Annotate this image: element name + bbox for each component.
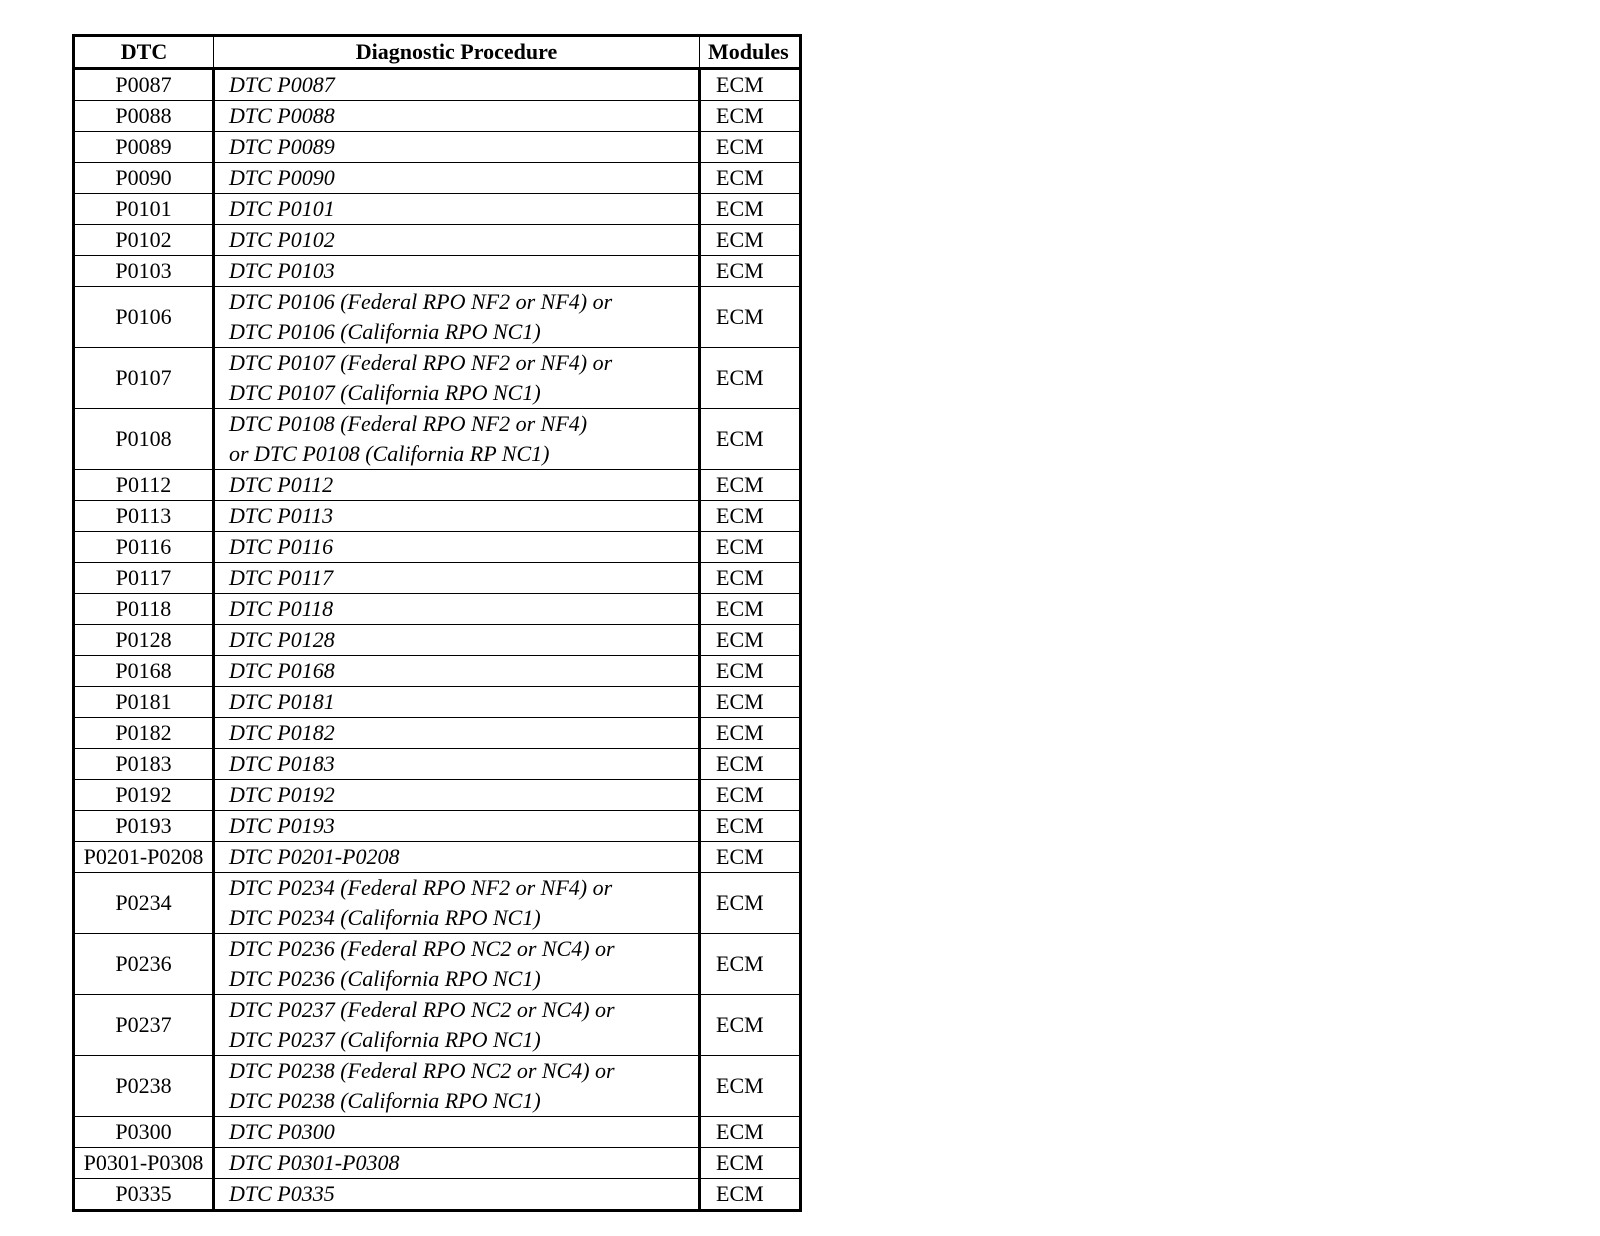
dtc-table [72,34,802,1212]
table-row [74,811,801,842]
diagnostic-procedure-cell [214,1148,700,1179]
diagnostic-procedure-cell [214,132,700,163]
procedure-link-text: DTC P0192 [229,782,335,807]
dtc-code-cell: P0117 [74,563,214,594]
table-row [74,656,801,687]
procedure-link-text: DTC P0103 [229,258,335,283]
dtc-code-cell: P0237 [74,995,214,1056]
procedure-link-text: DTC P0116 [229,534,334,559]
module-cell: ECM [700,594,801,625]
diagnostic-procedure-cell [214,470,700,501]
procedure-link-text: DTC P0238 (California RPO NC1) [229,1088,541,1113]
procedure-link-text: DTC P0234 (Federal RPO NF2 or NF4) or [229,875,613,900]
module-cell: ECM [700,163,801,194]
diagnostic-procedure-cell [214,995,700,1056]
diagnostic-procedure-cell [214,501,700,532]
procedure-link-text: DTC P0181 [229,689,335,714]
procedure-link-text: DTC P0107 (Federal RPO NF2 or NF4) or [229,350,613,375]
dtc-code-cell: P0107 [74,348,214,409]
module-cell: ECM [700,811,801,842]
table-row [74,470,801,501]
module-cell: ECM [700,780,801,811]
module-cell: ECM [700,1056,801,1117]
table-row [74,163,801,194]
procedure-link-text: DTC P0335 [229,1181,335,1206]
table-row [74,409,801,470]
module-cell: ECM [700,934,801,995]
dtc-code-cell: P0113 [74,501,214,532]
diagnostic-procedure-cell [214,225,700,256]
module-cell: ECM [700,132,801,163]
table-row [74,1179,801,1211]
diagnostic-procedure-cell [214,934,700,995]
procedure-link-text: DTC P0106 (Federal RPO NF2 or NF4) or [229,289,613,314]
module-cell: ECM [700,842,801,873]
diagnostic-procedure-cell [214,749,700,780]
procedure-link-text: or DTC P0108 (California RP NC1) [229,441,550,466]
module-cell: ECM [700,563,801,594]
module-cell: ECM [700,409,801,470]
dtc-code-cell: P0103 [74,256,214,287]
dtc-code-cell: P0192 [74,780,214,811]
procedure-link-text: DTC P0088 [229,103,335,128]
table-row [74,934,801,995]
diagnostic-procedure-cell [214,256,700,287]
diagnostic-procedure-cell [214,656,700,687]
diagnostic-procedure-cell [214,101,700,132]
table-row [74,780,801,811]
diagnostic-procedure-cell [214,594,700,625]
module-cell: ECM [700,995,801,1056]
procedure-link-text: DTC P0113 [229,503,334,528]
module-cell: ECM [700,256,801,287]
procedure-link-text: DTC P0193 [229,813,335,838]
diagnostic-procedure-cell [214,811,700,842]
procedure-link-text: DTC P0118 [229,596,334,621]
dtc-code-cell: P0181 [74,687,214,718]
diagnostic-procedure-cell [214,780,700,811]
diagnostic-procedure-cell [214,194,700,225]
dtc-code-cell: P0301-P0308 [74,1148,214,1179]
module-cell: ECM [700,194,801,225]
diagnostic-procedure-cell [214,69,700,101]
procedure-link-text: DTC P0183 [229,751,335,776]
procedure-link-text: DTC P0108 (Federal RPO NF2 or NF4) [229,411,588,436]
dtc-code-cell: P0335 [74,1179,214,1211]
procedure-link-text: DTC P0201-P0208 [229,844,400,869]
module-cell: ECM [700,101,801,132]
header-modules: Modules [700,36,801,69]
module-cell: ECM [700,1148,801,1179]
diagnostic-procedure-cell [214,687,700,718]
table-row [74,718,801,749]
table-row [74,563,801,594]
table-row [74,995,801,1056]
module-cell: ECM [700,69,801,101]
table-row [74,1056,801,1117]
diagnostic-procedure-cell [214,718,700,749]
procedure-link-text: DTC P0236 (Federal RPO NC2 or NC4) or [229,936,615,961]
module-cell: ECM [700,873,801,934]
table-row [74,687,801,718]
dtc-code-cell: P0201-P0208 [74,842,214,873]
dtc-code-cell: P0089 [74,132,214,163]
dtc-code-cell: P0168 [74,656,214,687]
procedure-link-text: DTC P0300 [229,1119,335,1144]
procedure-link-text: DTC P0237 (California RPO NC1) [229,1027,541,1052]
table-row [74,225,801,256]
module-cell: ECM [700,225,801,256]
table-row [74,873,801,934]
table-row [74,101,801,132]
header-diagnostic-procedure: Diagnostic Procedure [214,36,700,69]
procedure-link-text: DTC P0238 (Federal RPO NC2 or NC4) or [229,1058,615,1083]
dtc-code-cell: P0236 [74,934,214,995]
procedure-link-text: DTC P0182 [229,720,335,745]
module-cell: ECM [700,1117,801,1148]
table-row [74,842,801,873]
diagnostic-procedure-cell [214,532,700,563]
dtc-code-cell: P0088 [74,101,214,132]
procedure-link-text: DTC P0112 [229,472,334,497]
dtc-code-cell: P0128 [74,625,214,656]
table-body [74,69,801,1211]
dtc-code-cell: P0300 [74,1117,214,1148]
table-row [74,501,801,532]
module-cell: ECM [700,348,801,409]
table-row [74,132,801,163]
module-cell: ECM [700,687,801,718]
procedure-link-text: DTC P0089 [229,134,335,159]
module-cell: ECM [700,470,801,501]
procedure-link-text: DTC P0101 [229,196,335,221]
diagnostic-procedure-cell [214,1179,700,1211]
procedure-link-text: DTC P0237 (Federal RPO NC2 or NC4) or [229,997,615,1022]
dtc-code-cell: P0183 [74,749,214,780]
diagnostic-procedure-cell [214,348,700,409]
procedure-link-text: DTC P0107 (California RPO NC1) [229,380,541,405]
table-row [74,1148,801,1179]
dtc-code-cell: P0090 [74,163,214,194]
dtc-code-cell: P0087 [74,69,214,101]
dtc-code-cell: P0182 [74,718,214,749]
procedure-link-text: DTC P0128 [229,627,335,652]
diagnostic-procedure-cell [214,873,700,934]
module-cell: ECM [700,718,801,749]
module-cell: ECM [700,749,801,780]
diagnostic-procedure-cell [214,563,700,594]
module-cell: ECM [700,501,801,532]
dtc-code-cell: P0234 [74,873,214,934]
dtc-code-cell: P0102 [74,225,214,256]
table-row [74,1117,801,1148]
table-row [74,348,801,409]
diagnostic-procedure-cell [214,1056,700,1117]
table-row [74,625,801,656]
dtc-code-cell: P0116 [74,532,214,563]
table-row [74,749,801,780]
table-row [74,256,801,287]
dtc-code-cell: P0101 [74,194,214,225]
module-cell: ECM [700,625,801,656]
table-row [74,194,801,225]
table-row [74,532,801,563]
module-cell: ECM [700,287,801,348]
diagnostic-procedure-cell [214,287,700,348]
table-header-row [74,36,801,69]
module-cell: ECM [700,656,801,687]
dtc-code-cell: P0193 [74,811,214,842]
procedure-link-text: DTC P0168 [229,658,335,683]
diagnostic-procedure-cell [214,1117,700,1148]
diagnostic-procedure-cell [214,842,700,873]
diagnostic-procedure-cell [214,409,700,470]
procedure-link-text: DTC P0301-P0308 [229,1150,400,1175]
table-row [74,69,801,101]
diagnostic-procedure-cell [214,625,700,656]
procedure-link-text: DTC P0117 [229,565,334,590]
header-dtc: DTC [74,36,214,69]
dtc-code-cell: P0108 [74,409,214,470]
module-cell: ECM [700,532,801,563]
dtc-code-cell: P0112 [74,470,214,501]
table-row [74,594,801,625]
procedure-link-text: DTC P0234 (California RPO NC1) [229,905,541,930]
procedure-link-text: DTC P0102 [229,227,335,252]
dtc-code-cell: P0118 [74,594,214,625]
module-cell: ECM [700,1179,801,1211]
dtc-code-cell: P0238 [74,1056,214,1117]
table-row [74,287,801,348]
procedure-link-text: DTC P0090 [229,165,335,190]
procedure-link-text: DTC P0106 (California RPO NC1) [229,319,541,344]
diagnostic-procedure-cell [214,163,700,194]
dtc-code-cell: P0106 [74,287,214,348]
procedure-link-text: DTC P0236 (California RPO NC1) [229,966,541,991]
procedure-link-text: DTC P0087 [229,72,335,97]
